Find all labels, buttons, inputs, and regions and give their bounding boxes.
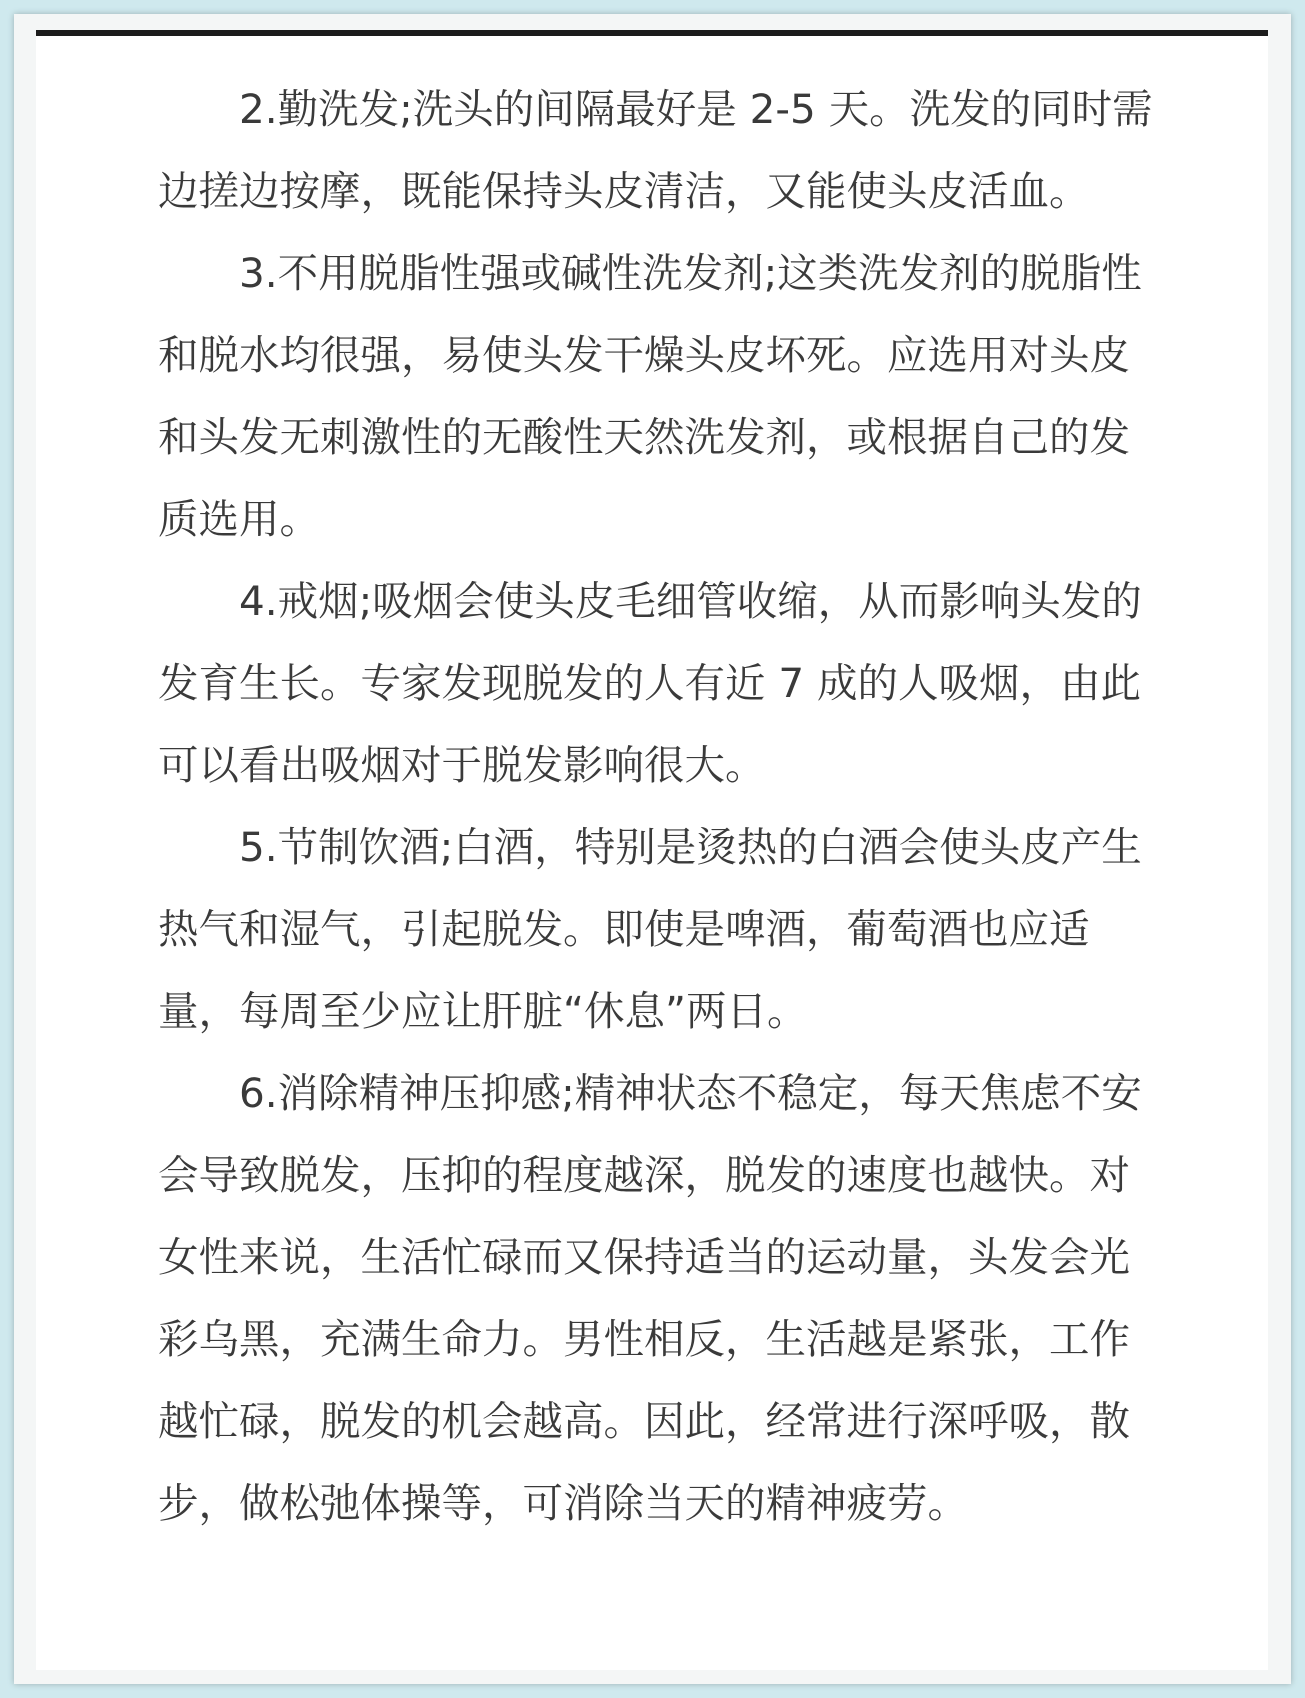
paragraph-relieve-stress: 6.消除精神压抑感;精神状态不稳定，每天焦虑不安会导致脱发，压抑的程度越深，脱发的速度也越快。对女性来说，生活忙碌而又保持适当的运动量，头发会光彩乌黑，充满生命力。男性相反，生活越是紧张，工作越忙碌，脱发的机会越高。因此，经常进行深呼吸，散步，做松弛体操等，可消除当天的精神疲劳。 <box>158 1069 1142 1527</box>
document-body <box>158 68 1158 1544</box>
paragraph-shampoo: 3.不用脱脂性强或碱性洗发剂;这类洗发剂的脱脂性和脱水均很强，易使头发干燥头皮坏死。应选用对头皮和头发无刺激性的无酸性天然洗发剂，或根据自己的发质选用。 <box>158 249 1142 543</box>
top-border-rule <box>36 30 1268 36</box>
page-frame <box>14 14 1291 1684</box>
paragraph-limit-alcohol: 5.节制饮酒;白酒，特别是烫热的白酒会使头皮产生热气和湿气，引起脱发。即使是啤酒，葡萄酒也应适量，每周至少应让肝脏“休息”两日。 <box>158 823 1142 1035</box>
document-page <box>36 30 1268 1670</box>
paragraph-wash-hair: 2.勤洗发;洗头的间隔最好是 2-5 天。洗发的同时需边搓边按摩，既能保持头皮清洁，又能使头皮活血。 <box>158 85 1153 215</box>
paragraph-quit-smoking: 4.戒烟;吸烟会使头皮毛细管收缩，从而影响头发的发育生长。专家发现脱发的人有近 7 成的人吸烟，由此可以看出吸烟对于脱发影响很大。 <box>158 577 1142 789</box>
